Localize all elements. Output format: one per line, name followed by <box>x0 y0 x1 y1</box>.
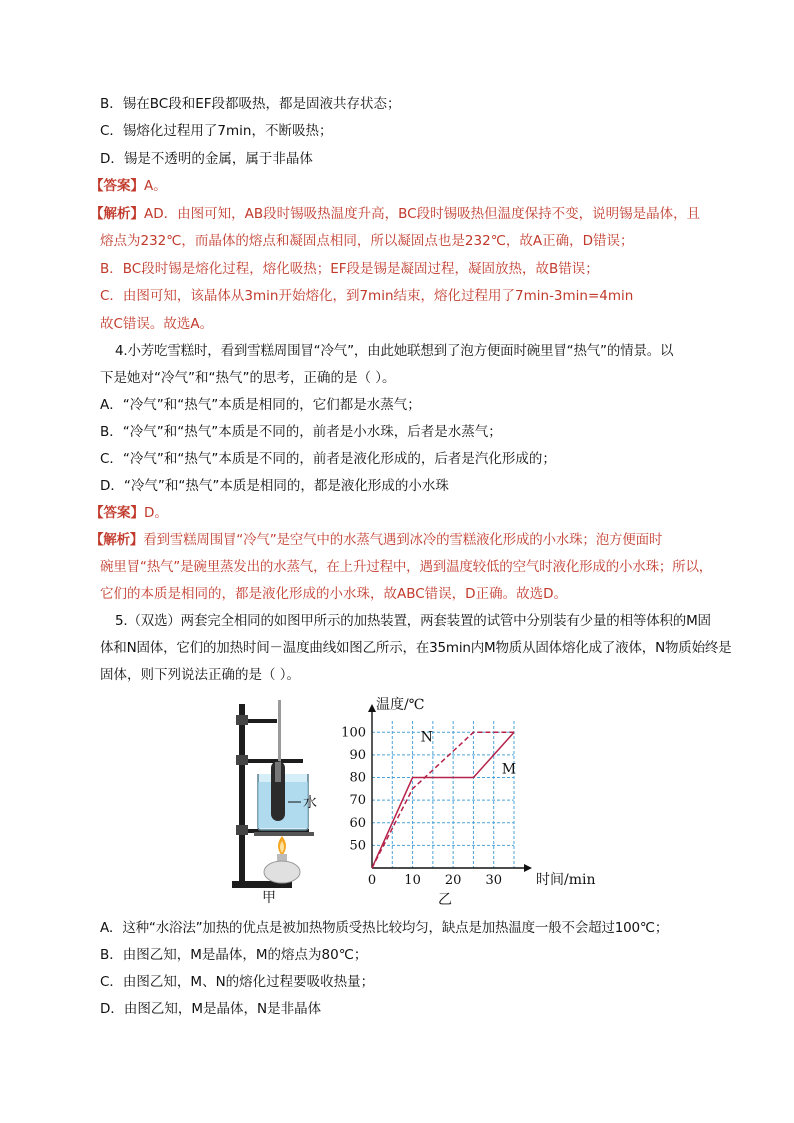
x-tick-label: 30 <box>485 873 502 888</box>
analysis-text: 看到雪糕周围冒“冷气”是空气中的水蒸气遇到冰冷的雪糕液化形成的小水珠；泡方便面时 <box>143 532 663 548</box>
q5-stem-line-2: 体和N固体，它们的加热时间－温度曲线如图乙所示，在35min内M物质从固体熔化成了液体，N物质始终是 <box>100 640 732 656</box>
x-tick-label: 10 <box>404 873 421 888</box>
q5-option-a: A．这种“水浴法”加热的优点是被加热物质受热比较均匀，缺点是加热温度一般不会超过100℃； <box>100 920 669 936</box>
q4-option-a: A．“冷气”和“热气”本质是相同的，它们都是水蒸气； <box>100 397 421 413</box>
series-m-label: M <box>501 761 517 778</box>
caption-jia: 甲 <box>262 890 276 906</box>
y-tick-label: 60 <box>349 815 366 831</box>
q3-option-d: D．锡是不透明的金属，属于非晶体 <box>100 151 313 167</box>
chart-series <box>372 729 516 868</box>
q4-analysis-line-2: 碗里冒“热气”是碗里蒸发出的水蒸气，在上升过程中，遇到温度较低的空气时液化形成的小水珠；所以， <box>100 559 713 575</box>
q3-analysis-line-2: 熔点为232℃，而晶体的熔点和凝固点相同，所以凝固点也是232℃，故A正确，D错误； <box>100 233 634 249</box>
analysis-text: AD．由图可知，AB段时锡吸热温度升高，BC段时锡吸热但温度保持不变，说明锡是晶体，且 <box>144 206 701 222</box>
answer-tag: 【答案】 <box>90 505 144 521</box>
test-tube-clamp-arm <box>243 759 303 763</box>
x-axis-label: 时间/min <box>536 872 596 888</box>
y-tick-label: 50 <box>349 838 366 854</box>
chart-ticks <box>341 725 502 888</box>
x-tick-label: 0 <box>367 873 377 888</box>
heating-apparatus <box>232 700 317 906</box>
q3-analysis-line-4: C．由图可知，该晶体从3min开始熔化，到7min结束，熔化过程用了7min-3min=4min <box>100 288 634 304</box>
q3-answer <box>90 177 167 195</box>
q3-analysis-line-5: 故C错误。故选A。 <box>100 316 214 332</box>
q4-stem-line-2: 下是她对“冷气”和“热气”的思考，正确的是（ ）。 <box>100 370 396 386</box>
clamp-boss <box>236 715 248 725</box>
y-tick-label: 80 <box>349 770 366 786</box>
q4-analysis-line-1 <box>90 531 662 549</box>
stand-rod <box>239 704 245 884</box>
q4-answer <box>90 504 168 522</box>
q5-figure <box>226 696 626 906</box>
clamp-arm <box>243 719 277 723</box>
y-tick-label: 70 <box>349 793 366 809</box>
q3-option-b: B．锡在BC段和EF段都吸热，都是固液共存状态； <box>100 96 401 112</box>
analysis-tag: 【解析】 <box>90 206 144 222</box>
wire-gauze <box>254 832 314 836</box>
answer-value: D。 <box>144 505 168 521</box>
alcohol-lamp <box>264 861 300 883</box>
answer-tag: 【答案】 <box>90 178 144 194</box>
q3-analysis-line-3: B．BC段时锡是熔化过程，熔化吸热；EF段是锡是凝固过程，凝固放热，故B错误； <box>100 261 599 277</box>
q5-stem-line-3: 固体，则下列说法正确的是（ ）。 <box>100 667 301 683</box>
answer-value: A。 <box>144 178 167 194</box>
y-tick-label: 90 <box>349 747 366 763</box>
q4-stem-line-1: 4.小芳吃雪糕时，看到雪糕周围冒“冷气”，由此她联想到了泡方便面时碗里冒“热气”的情景。以 <box>115 343 674 359</box>
y-tick-label: 100 <box>341 725 366 741</box>
x-tick-label: 20 <box>444 873 462 888</box>
q5-option-b: B．由图乙知，M是晶体，M的熔点为80℃； <box>100 947 368 963</box>
chart-grid <box>372 721 517 868</box>
analysis-tag: 【解析】 <box>90 532 144 548</box>
q4-option-d: D．“冷气”和“热气”本质是相同的，都是液化形成的小水珠 <box>100 478 449 494</box>
caption-yi: 乙 <box>438 892 452 906</box>
q4-option-b: B．“冷气”和“热气”本质是不同的，前者是小水珠，后者是水蒸气； <box>100 424 502 440</box>
q5-option-d: D．由图乙知，M是晶体，N是非晶体 <box>100 1001 322 1017</box>
q5-stem-line-1: 5.（双选）两套完全相同的如图甲所示的加热装置，两套装置的试管中分别装有少量的相等体积的M固 <box>115 613 711 629</box>
x-axis-arrow <box>524 864 532 872</box>
y-axis-arrow <box>368 704 376 712</box>
clamp-boss-2 <box>236 755 248 765</box>
clamp-boss-3 <box>236 825 248 835</box>
q3-option-c: C．锡熔化过程用了7min，不断吸热； <box>100 123 333 139</box>
q4-option-c: C．“冷气”和“热气”本质是不同的，前者是液化形成的，后者是汽化形成的； <box>100 451 556 467</box>
temperature-chart <box>341 696 595 906</box>
y-axis-label: 温度/℃ <box>376 697 425 713</box>
series-n-label: N <box>420 729 433 746</box>
q5-option-c: C．由图乙知，M、N的熔化过程要吸收热量； <box>100 974 375 990</box>
q4-analysis-line-3: 它们的本质是相同的，都是液化形成的小水珠，故ABC错误，D正确。故选D。 <box>100 586 567 602</box>
q3-analysis-line-1 <box>90 205 700 223</box>
test-tube-shine <box>275 762 281 782</box>
water-label: 水 <box>303 795 317 811</box>
